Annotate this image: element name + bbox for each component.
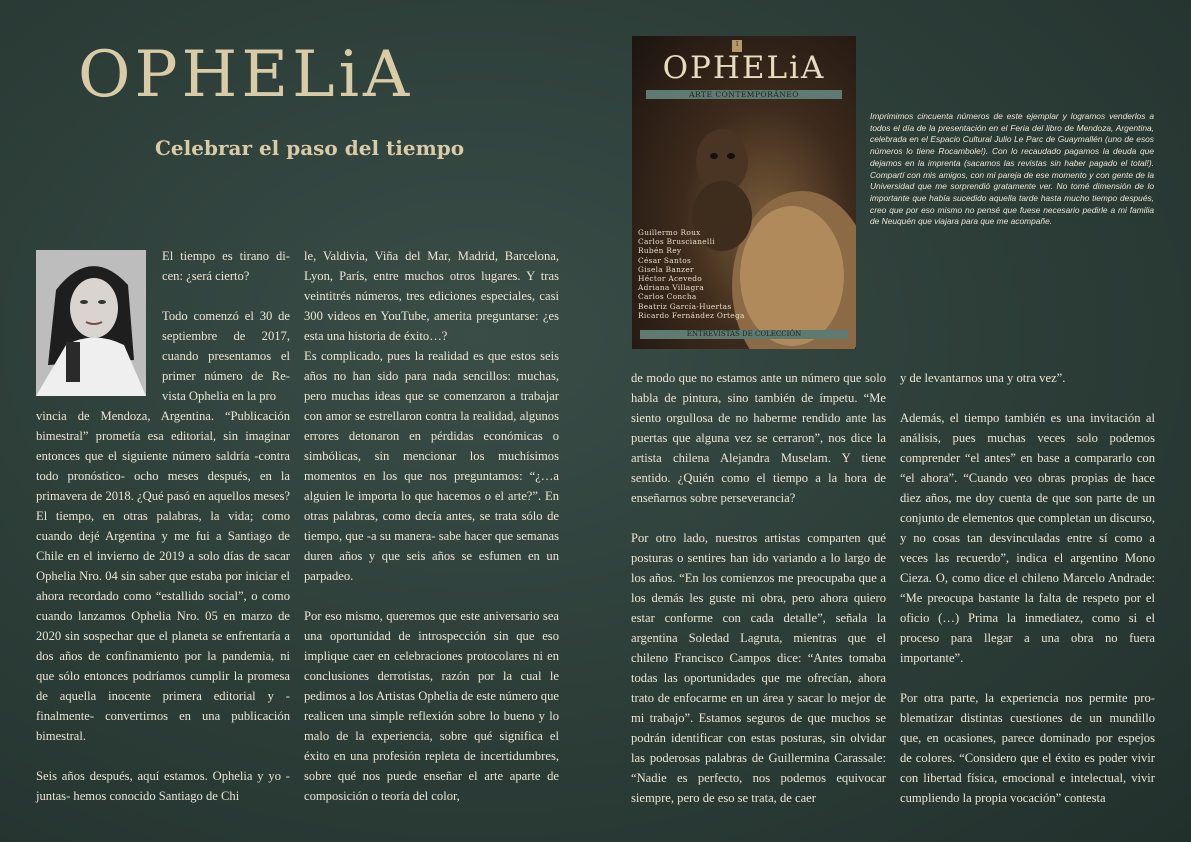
paragraph-2-rest: le, Valdivia, Viña del Mar, Madrid, Barcelona, Lyon, París, entre muchos otros lugares. Y tras veintitrés números, tres ediciones especiales, casi 300 videos en YouTube, amerita preguntarse: ¿es esta una historia de éxito…? [304, 249, 559, 343]
paragraph-4-start: Por eso mismo, queremos que este aniversario sea una oportunidad de introspección sin que eso implique caer en celebraciones protocolares ni en conclusiones derrotistas, razón por la cual le pedimos a los Artistas Ophelia de este número que realicen una simple reflexión sobre lo bueno y lo malo de la experiencia, sobre qué significa el éxito en una profesión repleta de incertidumbres, sobre qué nos puede enseñar el arte aparte de composición o teoría del color, [304, 609, 559, 803]
cover-artist-name: César Santos [638, 255, 692, 265]
column-1 [36, 406, 290, 826]
cover-artist-name: Beatriz García-Huertas [638, 301, 732, 311]
cover-artist-name: Adriana Villagra [638, 283, 705, 293]
paragraph-5-start: Por otro lado, nuestros artistas comparten qué posturas o sentires han ido variando a lo largo de los años. “En los comienzos me preocupaba que a los demás les guste mi obra, pero ahora quiero estar conforme con cada detalle”, señala la argentina Soledad Lagruta, mientras que el chileno Francisco Campos dice: “Antes tomaba todas las oportunidades que me ofrecían, ahora trato de enfocarme en un área y sacar lo mejor de mi trabajo”. Estamos seguros de que muchos se podrán identificar con estas posturas, sin olvidar las poderosas palabras de Guillermina Carassale: “Nadie es perfecto, nos podemos equivocar siempre, pero de eso se trata, de caer [631, 531, 886, 805]
paragraph-7: Por otra parte, la experiencia nos permite problematizar distintas cuestiones de un mundillo que, en ocasiones, parece dominado por espejos de colores. “Considero que el éxito es poder vivir con libertad física, emocional e intelectual, vivir cumpliendo la propia vocación” contesta [900, 691, 1155, 805]
magazine-logo: OPHELiA [78, 38, 414, 112]
paragraph-6: Además, el tiempo también es una invitación al análisis, pues muchas veces solo podemos comprender “el antes” en base a compararlo con “el ahora”. “Cuando veo obras propias de hace diez años, me doy cuenta de que son parte de un conjunto de elementos que completan un discurso, y no cosas tan desvinculadas entre sí como a veces las recuerdo”, indica el argentino Mono Cieza. O, como dice el chileno Marcelo Andrade: “Me preocupa bastante la falta de respeto por el oficio (…) Prima la inmediatez, como si el proceso para llegar a una obra no fuera importante”. [900, 411, 1155, 665]
cover-artist-name: Carlos Concha [638, 292, 697, 302]
paragraph-4-rest: de modo que no estamos ante un número que solo habla de pintura, sino también de ímpetu. “Me siento orgullosa de no haberme rendido ante las puertas que alguna vez se cerraron”, nos dice la artista chilena Alejandra Muselam. Y tiene sentido. ¿Quién como el tiempo a la hora de enseñarnos sobre perseverancia? [631, 371, 886, 505]
author-photo [36, 250, 146, 396]
paragraph-3: Es complicado, pues la realidad es que estos seis años no han sido para nada sencillos: muchas, pero muchas ideas que se comenzaron a trabajar con amor se estrellaron contra la realidad, algunos errores detonaron en pérdidas económicas o simbólicas, sin mencionar los muchísimos momentos en los que nos preguntamos: “¿…a alguien le importa lo que hacemos o el arte?”. En otras palabras, como decía antes, se trata sólo de tiempo, que -a su manera- sabe hacer que semanas duren años y que seis años se esfumen en un parpadeo. [304, 349, 559, 583]
cover-artist-name: Guillermo Roux [638, 228, 701, 237]
cover-bottom-band: ENTREVISTAS DE COLECCIÓN [640, 330, 848, 339]
cover-issue-number: 1 [732, 40, 742, 52]
cover-caption: Imprimimos cincuenta números de este ejemplar y logramos venderlos a todos el día de la presentación en el Feria del libro de Mendoza, Argentina, celebrada en el Espacio Cultural Julio Le Parc de Guaymallén (uno de esos números lo tiene Rocambole!). Con lo recaudado pagamos la deuda que dejamos en la imprenta (sacamos las revistas sin haber pagado el total!). Compartí con mis amigos, con mi pareja de ese momento y con gente de la Universidad que me sorprendió gratamente ver. No tomé dimensión de lo importante que había sucedido aquella tarde hasta mucho tiempo después, creo que por eso mismo no pensé que fuese necesario pedirle a mi familia de Neuquén que viajara para que me acompañe. [870, 111, 1154, 227]
cover-artist-name: Ricardo Fernández Ortega [638, 310, 745, 320]
cover-band: ARTE CONTEMPORÁNEO [646, 90, 842, 99]
cover-artist-name: Carlos Bruscianelli [638, 237, 715, 247]
column-2 [304, 246, 559, 826]
portrait-image [36, 250, 146, 396]
paragraph-5-rest: y de levantarnos una y otra vez”. [900, 371, 1066, 385]
cover-artist-name: Héctor Acevedo [638, 274, 703, 284]
paragraph-1-start: Todo comenzó el 30 de septiembre de 2017, cuando presentamos el primer número de Revista Ophelia en la pro [162, 309, 290, 403]
column-4 [900, 368, 1155, 828]
article-subtitle: Celebrar el paso del tiempo [155, 136, 465, 160]
intro-column [162, 246, 290, 426]
cover-artist-name: Rubén Rey [638, 246, 682, 256]
paragraph-1-rest: vincia de Mendoza, Argentina. “Publicación bimestral” prometía esa editorial, sin imaginar entonces que el siguiente número saldría -contra todo pronóstico- ocho meses después, en la primavera de 2018. ¿Qué pasó en aquellos meses? El tiempo, en otras palabras, la vida; como cuando dejé Argentina y me fui a Santiago de Chile en el invierno de 2019 a solo días de sacar Ophelia Nro. 04 sin saber que estaba por iniciar el ahora recordado como “estallido social”, o como cuando lanzamos Ophelia Nro. 05 en marzo de 2020 sin sospechar que el planeta se enfrentaría a dos años de confinamiento por la pandemia, ni que sólo entonces podríamos cumplir la promesa de aquella inocente primera editorial y -finalmente- convertirnos en una publicación bimestral. [36, 409, 290, 743]
magazine-cover [632, 36, 856, 349]
cover-artist-list [638, 228, 788, 320]
intro-paragraph: El tiempo es tirano dicen: ¿será cierto? [162, 249, 290, 283]
column-3 [631, 368, 886, 828]
cover-logo: OPHELiA [662, 50, 826, 86]
paragraph-2-start: Seis años después, aquí estamos. Ophelia y yo -juntas- hemos conocido Santiago de Chi [36, 769, 290, 803]
cover-artist-name: Gisela Banzer [638, 264, 694, 274]
